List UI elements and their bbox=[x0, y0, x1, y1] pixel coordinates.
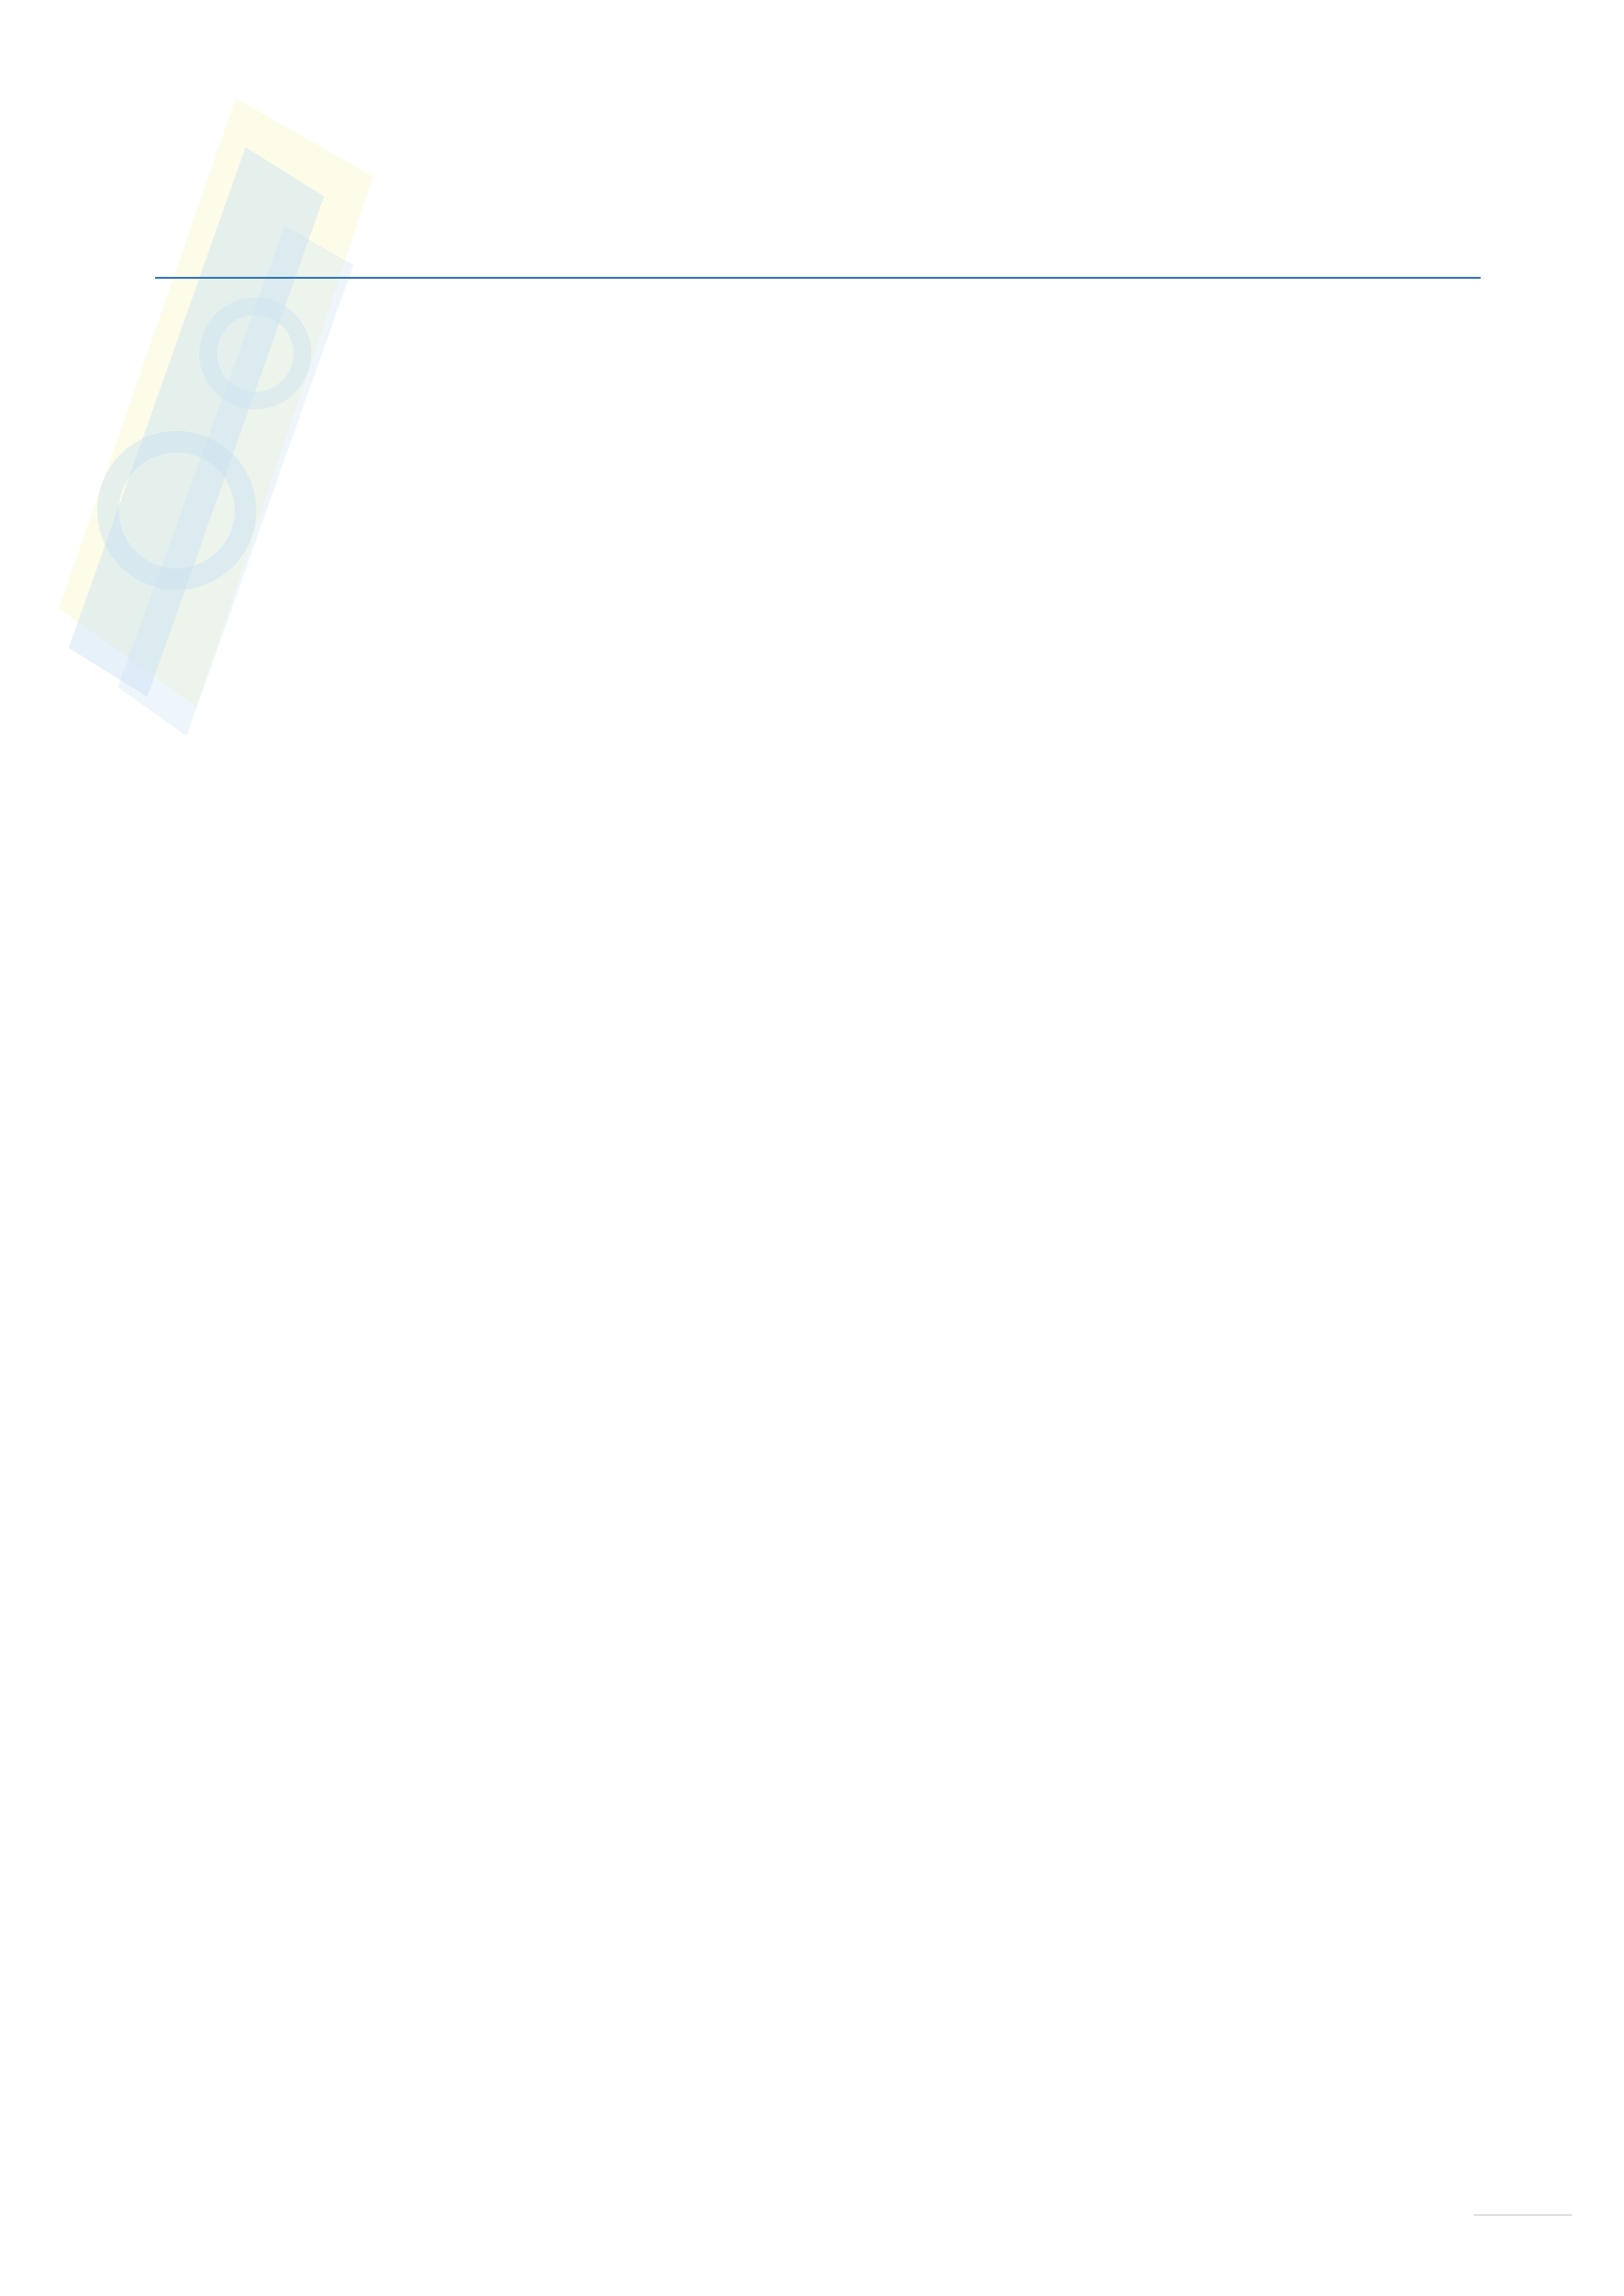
watermark-logo bbox=[29, 59, 403, 746]
page-content bbox=[155, 187, 1481, 347]
page-number bbox=[1474, 2215, 1572, 2229]
section-heading bbox=[155, 263, 1481, 279]
